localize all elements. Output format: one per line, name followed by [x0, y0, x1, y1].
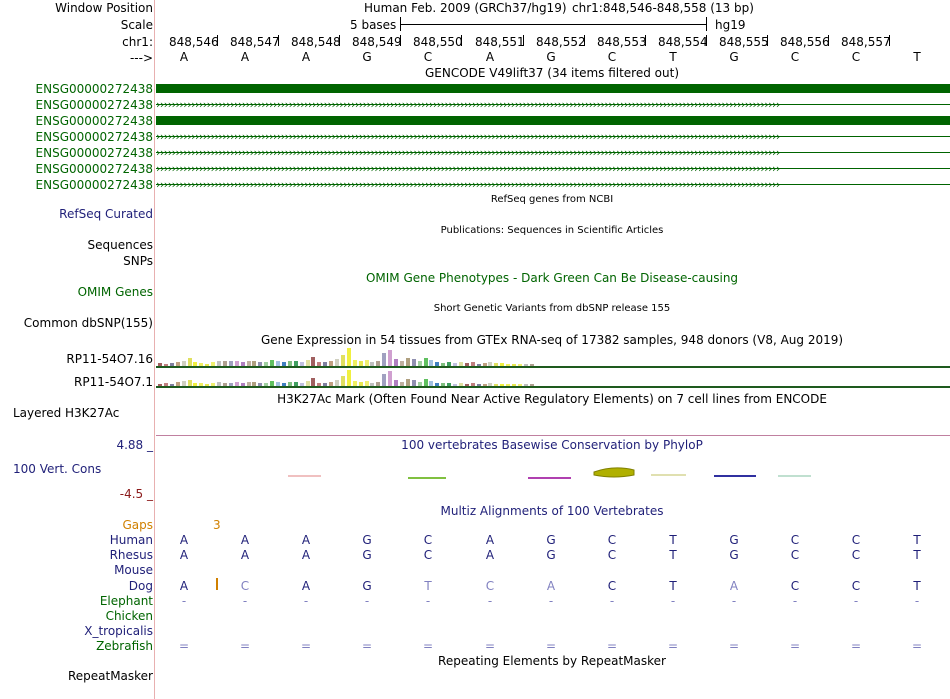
strand-arrows-icon: ›››››››››››››››››››››››››››››››››››››››››››››››››››››››››››››››››››››››››››››››››››››››››››››››››››››››››››››››››››››››››››››››››››››››››››››››››››››››››››››››› — [156, 100, 780, 109]
ruler-coord-label: 848,557 — [841, 35, 891, 49]
db-label: hg19 — [715, 18, 746, 32]
aligned-base: T — [913, 548, 921, 562]
gtex-tissue-bar[interactable] — [406, 379, 410, 386]
gtex-tissue-bar[interactable] — [347, 370, 351, 386]
strand-arrows-icon: ›››››››››››››››››››››››››››››››››››››››››››››››››››››››››››››››››››››››››››››››››››››››››››››››››››››››››››››››››››››››››››››››››››››››››››››››››››››››››››››››› — [156, 180, 780, 189]
aligned-base: - — [914, 594, 920, 608]
aligned-base: = — [789, 639, 801, 653]
reference-base: A — [240, 50, 250, 64]
aligned-base: A — [485, 533, 495, 547]
gtex-tissue-bar[interactable] — [406, 358, 410, 366]
strand-arrows-icon: ›››››››››››››››››››››››››››››››››››››››››››››››››››››››››››››››››››››››››››››››››››››››››››››››››››››››››››››››››››››››››››››››››››››››››››››››››››››››››››››››› — [156, 132, 780, 141]
gtex-tissue-bar[interactable] — [394, 359, 398, 366]
aligned-base: = — [850, 639, 862, 653]
gencode-item-label[interactable]: ENSG00000272438 — [35, 114, 153, 128]
gencode-item-label[interactable]: ENSG00000272438 — [35, 98, 153, 112]
gtex-tissue-bar[interactable] — [335, 359, 339, 366]
ruler-coord-label: 848,555 — [719, 35, 769, 49]
reference-base: C — [423, 50, 433, 64]
reference-base: A — [179, 50, 189, 64]
aligned-base: - — [670, 594, 676, 608]
gencode-exon-bar[interactable] — [156, 116, 950, 125]
omim-label[interactable]: OMIM Genes — [77, 285, 153, 299]
aligned-base: - — [792, 594, 798, 608]
refseq-title: RefSeq genes from NCBI — [490, 194, 614, 205]
aligned-base: = — [911, 639, 923, 653]
omim-title: OMIM Gene Phenotypes - Dark Green Can Be Disease-causing — [365, 271, 739, 285]
snps-label[interactable]: SNPs — [123, 254, 153, 268]
aligned-base: = — [178, 639, 190, 653]
aligned-base: T — [424, 579, 432, 593]
strand-label: ---> — [129, 51, 153, 65]
species-label[interactable]: Mouse — [114, 563, 153, 577]
aligned-base: A — [301, 579, 311, 593]
aligned-base: C — [423, 548, 433, 562]
gtex-tissue-bar[interactable] — [412, 359, 416, 366]
gencode-intron-line[interactable] — [156, 132, 950, 141]
repeat-title: Repeating Elements by RepeatMasker — [438, 654, 666, 668]
reference-base: T — [913, 50, 921, 64]
aligned-base: C — [790, 548, 800, 562]
gaps-value: 3 — [213, 518, 221, 532]
aligned-base: - — [731, 594, 737, 608]
aligned-base: A — [301, 548, 311, 562]
aligned-base: G — [362, 533, 372, 547]
aligned-base: T — [913, 533, 921, 547]
aligned-base: = — [239, 639, 251, 653]
window-position-label: Window Position — [55, 1, 153, 15]
chrom-label: chr1: — [122, 35, 153, 49]
reference-base: T — [669, 50, 677, 64]
aligned-base: C — [607, 579, 617, 593]
species-label[interactable]: Chicken — [105, 609, 153, 623]
ruler-coord-label: 848,548 — [291, 35, 341, 49]
reference-base: G — [362, 50, 372, 64]
gtex-gene1-line — [156, 366, 950, 368]
cons-max-label: 4.88 _ — [116, 438, 153, 452]
gtex-gene2-line — [156, 386, 950, 388]
h3k27ac-signal-line — [156, 435, 950, 436]
aligned-base: C — [851, 548, 861, 562]
cons-min-label: -4.5 _ — [119, 487, 153, 501]
pubs-title: Publications: Sequences in Scientific Articles — [440, 225, 664, 236]
gencode-exon-bar[interactable] — [156, 84, 950, 93]
gencode-title[interactable]: GENCODE V49lift37 (34 items filtered out) — [424, 66, 680, 80]
aligned-base: C — [851, 533, 861, 547]
aligned-base: = — [606, 639, 618, 653]
aligned-base: G — [362, 579, 372, 593]
gtex-gene1-label[interactable]: RP11-54O7.16 — [66, 352, 153, 366]
gencode-item-label[interactable]: ENSG00000272438 — [35, 178, 153, 192]
multiz-title: Multiz Alignments of 100 Vertebrates — [440, 504, 664, 518]
gencode-item-label[interactable]: ENSG00000272438 — [35, 146, 153, 160]
aligned-base: = — [728, 639, 740, 653]
aligned-base: C — [790, 533, 800, 547]
gencode-intron-line[interactable] — [156, 164, 950, 173]
aligned-base: - — [242, 594, 248, 608]
gtex-tissue-bar[interactable] — [188, 358, 192, 366]
ruler-coord-label: 848,551 — [475, 35, 525, 49]
gencode-item-label[interactable]: ENSG00000272438 — [35, 162, 153, 176]
position-readout: chr1:848,546-848,558 (13 bp) — [572, 1, 754, 15]
aligned-base: C — [240, 579, 250, 593]
aligned-base: A — [485, 548, 495, 562]
aligned-base: - — [303, 594, 309, 608]
gaps-label: Gaps — [122, 518, 153, 532]
gencode-item-label[interactable]: ENSG00000272438 — [35, 130, 153, 144]
aligned-base: A — [179, 579, 189, 593]
gtex-tissue-bar[interactable] — [388, 350, 392, 366]
repeatmasker-label[interactable]: RepeatMasker — [67, 669, 153, 683]
aligned-base: - — [487, 594, 493, 608]
aligned-base: - — [853, 594, 859, 608]
ruler-coord-label: 848,554 — [658, 35, 708, 49]
aligned-base: T — [669, 533, 677, 547]
aligned-base: T — [669, 548, 677, 562]
aligned-base: G — [362, 548, 372, 562]
conservation-wiggle — [156, 455, 950, 495]
aligned-base: G — [546, 533, 556, 547]
reference-base: C — [607, 50, 617, 64]
ruler-coord-label: 848,550 — [413, 35, 463, 49]
aligned-base: = — [484, 639, 496, 653]
scale-bar — [400, 24, 706, 25]
reference-base: A — [485, 50, 495, 64]
species-label[interactable]: Zebrafish — [96, 639, 153, 653]
reference-base: C — [851, 50, 861, 64]
aligned-base: T — [913, 579, 921, 593]
gtex-tissue-bar[interactable] — [341, 376, 345, 386]
gencode-intron-line[interactable] — [156, 148, 950, 157]
gtex-tissue-bar[interactable] — [382, 374, 386, 386]
aligned-base: C — [790, 579, 800, 593]
label-divider — [154, 0, 155, 699]
aligned-base: G — [546, 548, 556, 562]
reference-base: G — [546, 50, 556, 64]
aligned-base: A — [546, 579, 556, 593]
reference-base: C — [790, 50, 800, 64]
aligned-base: A — [179, 533, 189, 547]
h3k27ac-title: H3K27Ac Mark (Often Found Near Active Regulatory Elements) on 7 cell lines from ENCODE — [277, 392, 827, 406]
aligned-base: = — [300, 639, 312, 653]
aligned-base: - — [425, 594, 431, 608]
aligned-base: = — [361, 639, 373, 653]
cons-label[interactable]: 100 Vert. Cons — [13, 462, 102, 476]
species-label[interactable]: Dog — [128, 579, 153, 593]
aligned-base: G — [729, 533, 739, 547]
scale-bar-left-cap — [400, 17, 401, 31]
scale-bar-label: 5 bases — [350, 18, 397, 32]
assembly-title: Human Feb. 2009 (GRCh37/hg19) — [364, 1, 567, 15]
gtex-title: Gene Expression in 54 tissues from GTEx RNA-seq of 17382 samples, 948 donors (V8, Aug 2019) — [260, 333, 844, 347]
species-label[interactable]: Elephant — [99, 594, 153, 608]
aligned-base: - — [364, 594, 370, 608]
gtex-tissue-bar[interactable] — [382, 353, 386, 366]
gtex-tissue-bar[interactable] — [424, 379, 428, 386]
aligned-base: C — [485, 579, 495, 593]
species-label[interactable]: Human — [109, 533, 153, 547]
gtex-tissue-bar[interactable] — [388, 371, 392, 386]
aligned-base: = — [667, 639, 679, 653]
aligned-base: G — [729, 548, 739, 562]
gencode-intron-line[interactable] — [156, 180, 950, 189]
aligned-base: = — [422, 639, 434, 653]
cons-mark-4 — [594, 468, 634, 477]
cons-title: 100 vertebrates Basewise Conservation by PhyloP — [401, 438, 703, 452]
ruler-coord-label: 848,553 — [597, 35, 647, 49]
scale-bar-right-cap — [706, 17, 707, 31]
aligned-base: A — [729, 579, 739, 593]
gencode-item-label[interactable]: ENSG00000272438 — [35, 82, 153, 96]
dbsnp-label[interactable]: Common dbSNP(155) — [23, 316, 153, 330]
reference-base: A — [301, 50, 311, 64]
species-label[interactable]: X_tropicalis — [84, 624, 153, 638]
aligned-base: A — [179, 548, 189, 562]
aligned-base: T — [669, 579, 677, 593]
reference-base: G — [729, 50, 739, 64]
gtex-gene2-label[interactable]: RP11-54O7.1 — [74, 375, 153, 389]
dbsnp-title: Short Genetic Variants from dbSNP release 155 — [433, 303, 671, 314]
gencode-intron-line[interactable] — [156, 100, 950, 109]
aligned-base: A — [240, 533, 250, 547]
aligned-base: - — [181, 594, 187, 608]
sequences-label[interactable]: Sequences — [87, 238, 153, 252]
ruler-coord-label: 848,549 — [352, 35, 402, 49]
gtex-tissue-bar[interactable] — [424, 358, 428, 366]
gtex-tissue-bar[interactable] — [311, 357, 315, 366]
aligned-base: - — [548, 594, 554, 608]
ruler-coord-label: 848,556 — [780, 35, 830, 49]
aligned-base: = — [545, 639, 557, 653]
aligned-base: C — [607, 548, 617, 562]
refseq-label[interactable]: RefSeq Curated — [59, 207, 153, 221]
aligned-base: - — [609, 594, 615, 608]
strand-arrows-icon: ›››››››››››››››››››››››››››››››››››››››››››››››››››››››››››››››››››››››››››››››››››››››››››››››››››››››››››››››››››››››››››››››››››››››››››››››››››››››››››››››› — [156, 164, 780, 173]
gtex-tissue-bar[interactable] — [341, 355, 345, 366]
ruler-coord-label: 848,546 — [169, 35, 219, 49]
gtex-tissue-bar[interactable] — [347, 348, 351, 366]
gtex-tissue-bar[interactable] — [311, 378, 315, 386]
aligned-base: A — [240, 548, 250, 562]
ruler-coord-label: 848,547 — [230, 35, 280, 49]
insertion-marker — [216, 578, 218, 590]
aligned-base: C — [851, 579, 861, 593]
h3k27ac-label[interactable]: Layered H3K27Ac — [13, 406, 120, 420]
species-label[interactable]: Rhesus — [109, 548, 153, 562]
scale-label: Scale — [120, 18, 153, 32]
aligned-base: C — [423, 533, 433, 547]
strand-arrows-icon: ›››››››››››››››››››››››››››››››››››››››››››››››››››››››››››››››››››››››››››››››››››››››››››››››››››››››››››››››››››››››››››››››››››››››››››››››››››››››››››››››› — [156, 148, 780, 157]
aligned-base: C — [607, 533, 617, 547]
ruler-coord-label: 848,552 — [536, 35, 586, 49]
aligned-base: A — [301, 533, 311, 547]
